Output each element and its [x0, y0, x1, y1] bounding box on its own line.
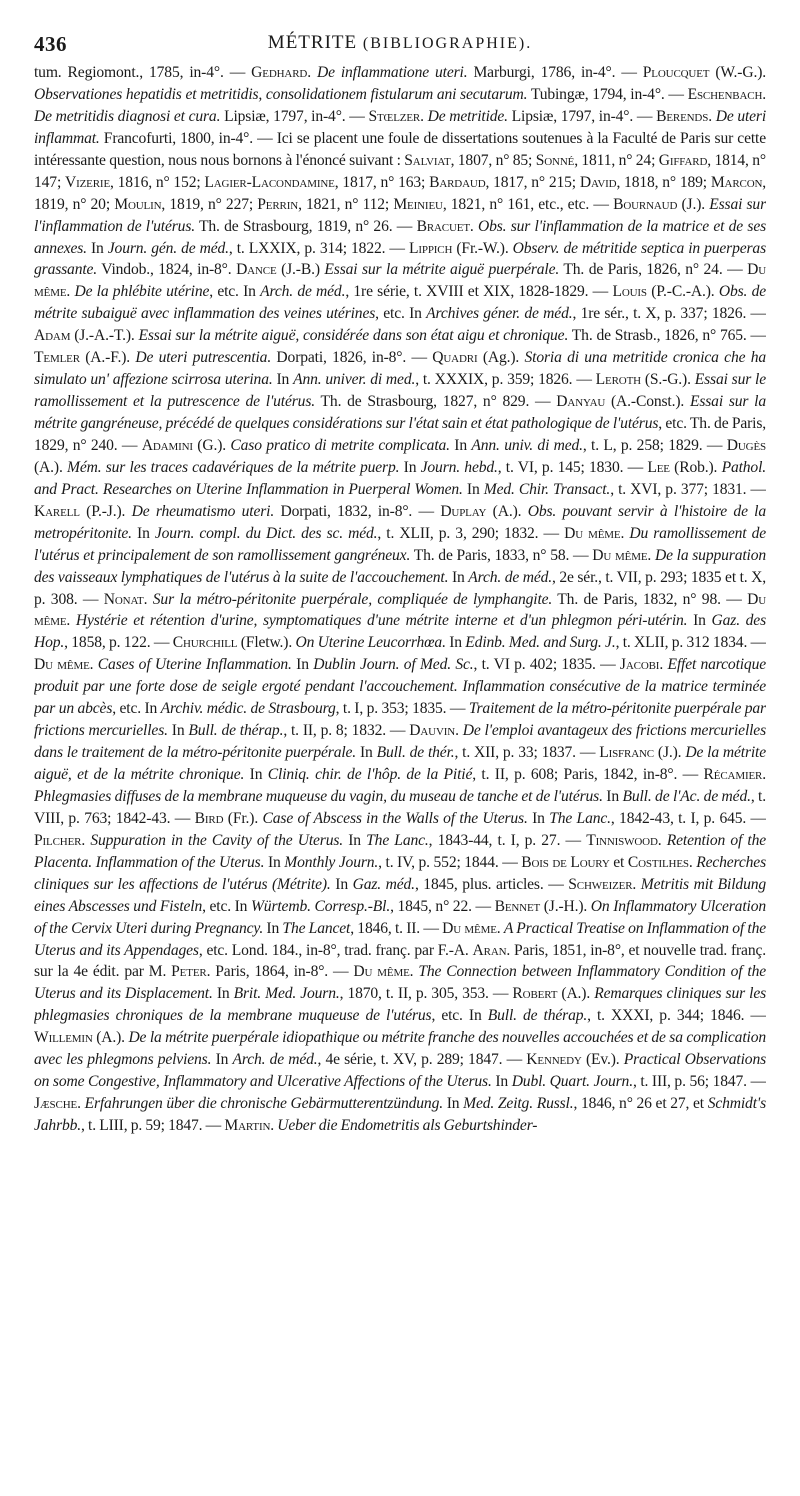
- work-title: The Lanc.: [549, 809, 611, 827]
- work-title: Obs. pouvant servir à l'histoire de la metropéritonite.: [34, 502, 766, 542]
- citation-text: .: [762, 85, 766, 103]
- author-name: Perrin: [257, 195, 299, 213]
- citation-text: , 1819, n° 20;: [34, 173, 766, 213]
- citation-text: Th. de Paris, 1832, n° 98. —: [552, 590, 748, 608]
- citation-text: (A.).: [486, 502, 528, 520]
- citation-text: Dorpati, 1826, in-8°. —: [271, 349, 433, 367]
- author-name: Lee: [647, 458, 670, 476]
- citation-text: , 1821, n° 161, etc., etc. —: [442, 195, 614, 213]
- work-title: Obs. de métrite subaiguë avec inflammation des veines utérines: [34, 283, 766, 323]
- author-name: Berends: [656, 107, 709, 125]
- citation-text: , t. XXXI, p. 344; 1846. —: [587, 1007, 766, 1025]
- work-title: Essai sur la métrite aiguë puerpérale.: [324, 261, 560, 279]
- citation-text: .: [66, 612, 76, 630]
- author-name: Du même: [34, 590, 766, 630]
- work-title: Ann. univer. di med.: [293, 371, 416, 389]
- work-title: Journ. compl. du Dict. des sc. méd.: [154, 524, 378, 542]
- author-name: Leroth: [595, 371, 641, 389]
- work-title: Journ. gén. de méd.: [107, 239, 229, 257]
- running-title-section: (BIBLIOGRAPHIE).: [362, 35, 533, 52]
- citation-text: , t. III, p. 56; 1847. —: [632, 1073, 766, 1091]
- citation-text: , t. VI p. 402; 1835. —: [473, 656, 620, 674]
- author-name: Du même: [353, 963, 410, 981]
- citation-text: In: [86, 239, 108, 257]
- citation-text: , t. XLII, p. 3, 290; 1832. —: [377, 524, 565, 542]
- author-name: Temler: [34, 349, 80, 367]
- work-title: Pathol. and Pract. Researches on Uterine Inflammation in Puerperal Women.: [34, 458, 766, 498]
- author-name: Giffard: [658, 151, 708, 169]
- author-name: Costilhes: [627, 853, 689, 871]
- work-title: Effet narcotique produit par une forte dose de seigle ergoté pendant l'accouchement. Inflammation consécutive de la matrice terminée par un abcès: [34, 656, 766, 718]
- work-title: Caso pratico di metrite complicata.: [230, 436, 450, 454]
- citation-text: .: [66, 283, 75, 301]
- work-title: Suppuration in the Cavity of the Uterus.: [90, 831, 344, 849]
- author-name: Kennedy: [526, 1051, 582, 1069]
- author-name: Peter: [171, 963, 207, 981]
- citation-text: Th. de Paris, 1826, n° 24. —: [559, 261, 748, 279]
- work-title: Remarques cliniques sur les phlegmasies chroniques de la membrane muqueuse de l'utérus: [34, 985, 766, 1025]
- citation-text: .: [762, 766, 766, 783]
- citation-text: .: [307, 64, 317, 81]
- work-title: Essai sur la métrite aiguë, considérée dans son état aigu et chronique.: [138, 327, 569, 345]
- author-name: Duplay: [440, 502, 487, 520]
- bibliography-text: [34, 62, 766, 1137]
- citation-text: (Fr.).: [223, 809, 263, 827]
- work-title: Metritis mit Bildung eines Abscesses und Fisteln: [34, 875, 766, 915]
- work-title: A Practical Treatise on Inflammation of the Uterus and its Appendages: [34, 919, 766, 959]
- author-name: Lagier-Lacondamine: [204, 173, 335, 191]
- citation-text: (Ag.).: [477, 349, 525, 367]
- citation-text: .: [496, 919, 504, 937]
- citation-text: Th. de Strasbourg, 1819, n° 26. —: [195, 217, 417, 235]
- citation-text: In: [263, 919, 283, 937]
- author-name: Eschenbach: [687, 85, 763, 103]
- author-name: Bardaud: [429, 173, 486, 191]
- citation-text: .: [657, 831, 667, 849]
- citation-text: , 1re série, t. XVIII et XIX, 1828-1829. —: [345, 283, 613, 301]
- author-name: Moulin: [114, 195, 162, 213]
- citation-text: In: [211, 1051, 233, 1069]
- citation-text: , t. I, p. 353; 1835. —: [335, 700, 469, 718]
- citation-text: (Fletw.).: [237, 634, 296, 652]
- citation-text: , t. LXXIX, p. 314; 1822. —: [228, 239, 409, 257]
- citation-text: , 2e sér., t. VII, p. 293; 1835 et t. X, p. 308. —: [34, 568, 766, 608]
- author-name: Danyau: [556, 393, 606, 411]
- author-name: Robert: [512, 985, 558, 1003]
- citation-text: .: [620, 524, 630, 542]
- work-title: Cases of Uterine Inflammation.: [97, 656, 292, 674]
- citation-text: , t. XII, p. 33; 1837. —: [454, 744, 600, 762]
- citation-text: In: [448, 568, 469, 586]
- citation-text: In: [399, 458, 421, 476]
- citation-text: In: [445, 634, 466, 652]
- citation-text: . Paris, 1864, in-8°. —: [206, 963, 354, 981]
- work-title: Observationes hepatidis et metritidis, consolidationem fistularum ani secutarum.: [34, 85, 528, 103]
- citation-text: .: [420, 107, 428, 125]
- citation-text: , etc. In: [209, 283, 261, 301]
- work-title: De la métrite puerpérale idiopathique ou métrite franche des nouvelles accouchées et de sa complication avec les phlegmons pelviens.: [34, 1029, 766, 1069]
- citation-text: Th. de Strasbourg, 1827, n° 829. —: [315, 393, 557, 411]
- work-title: Essai sur le ramollissement et la putrescence de l'utérus.: [34, 371, 766, 411]
- author-name: Lisfranc: [599, 744, 654, 762]
- citation-text: (A.-F.).: [79, 349, 136, 367]
- work-title: The Lanc.: [366, 831, 429, 849]
- citation-text: , 1821, n° 112;: [298, 195, 394, 213]
- author-name: Ploucquet: [642, 64, 710, 81]
- author-name: Stœlzer: [368, 107, 421, 125]
- work-title: De la phlébite utérine: [74, 283, 210, 301]
- work-title: De la métrite aiguë, et de la métrite chronique.: [34, 744, 766, 783]
- author-name: Jæsche: [34, 1095, 78, 1113]
- citation-text: (J.-H.).: [540, 897, 591, 915]
- author-name: Salviat: [404, 151, 451, 169]
- citation-text: , 1817, n° 163;: [334, 173, 430, 191]
- work-title: Recherches cliniques sur les affections de l'utérus (Métrite).: [34, 853, 766, 893]
- citation-text: , etc. In: [202, 897, 251, 915]
- page-number: 436: [34, 32, 67, 56]
- citation-text: , 1842-43, t. I, p. 645. —: [610, 809, 766, 827]
- running-title-main: MÉTRITE: [267, 32, 358, 53]
- citation-text: (Ev.).: [581, 1051, 624, 1069]
- running-title: [34, 32, 766, 54]
- citation-text: , 1858, p. 122. —: [64, 634, 173, 652]
- document-page: [34, 30, 766, 1470]
- work-title: Hystérie et rétention d'urine, symptomatiques d'une métrite interne et d'un phlegmon péri-utérin.: [75, 612, 688, 630]
- citation-text: , t. II, p. 608; Paris, 1842, in-8°. —: [472, 766, 704, 783]
- work-title: De metritidis diagnosi et cura.: [34, 107, 221, 125]
- work-title: The Lancet: [282, 919, 351, 937]
- work-title: De l'emploi avantageux des frictions mercurielles dans le traitement de la métro-péritonite puerpérale.: [34, 722, 766, 762]
- work-title: Du ramollissement de l'utérus et principalement de son ramollissement gangréneux.: [34, 524, 766, 564]
- work-title: Case of Abscess in the Walls of the Uterus.: [262, 809, 528, 827]
- author-name: Bracuet: [416, 217, 470, 235]
- author-name: Bois de Loury: [521, 853, 610, 871]
- citation-text: , t. XLII, p. 312 1834. —: [615, 634, 766, 652]
- citation-text: (W.-G.).: [709, 64, 766, 81]
- work-title: Mém. sur les traces cadavériques de la métrite puerp.: [66, 458, 400, 476]
- work-title: Bull. de l'Ac. de méd.: [622, 787, 751, 805]
- citation-text: .: [659, 656, 668, 674]
- citation-text: , t. VIII, p. 763; 1842-43. —: [34, 787, 766, 827]
- citation-text: In: [131, 524, 155, 542]
- citation-text: , etc. Lond. 184., in-8°, trad. franç. par F.-A.: [198, 941, 473, 959]
- citation-text: Dorpati, 1832, in-8°. —: [274, 502, 441, 520]
- author-name: Schweizer: [568, 875, 633, 893]
- work-title: Storia di una metritide cronica che ha simulato un' affezione scirrosa uterina.: [34, 349, 766, 389]
- citation-text: tum. Regiomont., 1785, in-4°. —: [34, 64, 252, 81]
- citation-text: , 1843-44, t. I, p. 27. —: [428, 831, 587, 849]
- citation-text: Francofurti, 1800, in-4°. — Ici se placent une foule de dissertations soutenues à la Faculté de Paris sur cette intéressante question, nous nous bornons à l'énoncé suivant :: [34, 129, 766, 169]
- author-name: Sonné: [535, 151, 575, 169]
- citation-text: , t. XVI, p. 377; 1831. —: [610, 480, 766, 498]
- work-title: Phlegmasies diffuses de la membrane muqueuse du vagin, du museau de tanche et de l'utérus.: [34, 787, 603, 805]
- work-title: Bull. de thér.: [376, 744, 455, 762]
- citation-text: , etc. Th. de Paris, 1829, n° 240. —: [34, 415, 766, 454]
- work-title: Arch. de méd.: [260, 283, 346, 301]
- work-title: Essai sur la métrite gangréneuse, précédé de quelques considérations sur l'état sain et état pathologique de l'utérus: [34, 393, 766, 432]
- work-title: Practical Observations on some Congestive, Inflammatory and Ulcerative Affections of the Uterus.: [34, 1051, 766, 1091]
- citation-text: (A.).: [92, 1029, 129, 1047]
- citation-text: In: [356, 744, 377, 762]
- work-title: Arch. de méd.: [232, 1051, 318, 1069]
- citation-text: , etc. In: [375, 305, 427, 323]
- citation-text: In: [291, 656, 314, 674]
- author-name: Adam: [34, 327, 71, 345]
- citation-text: In: [462, 480, 484, 498]
- citation-text: (G.).: [192, 436, 231, 454]
- citation-text: In: [244, 766, 268, 783]
- author-name: Nonat: [103, 590, 144, 608]
- work-title: Gaz. des Hop.: [34, 612, 766, 652]
- author-name: Dauvin: [409, 722, 456, 740]
- citation-text: Th. de Paris, 1833, n° 58. —: [410, 546, 593, 564]
- citation-text: , 4e série, t. XV, p. 289; 1847. —: [317, 1051, 527, 1069]
- citation-text: , 1814, n° 147;: [34, 151, 766, 191]
- citation-text: In: [491, 1073, 512, 1091]
- author-name: Lippich: [408, 239, 453, 257]
- author-name: Bennet: [494, 897, 541, 915]
- citation-text: , 1845, n° 22. —: [390, 897, 495, 915]
- author-name: Pilcher: [34, 831, 82, 849]
- author-name: Louis: [612, 283, 647, 301]
- author-name: Tinniswood: [586, 831, 658, 849]
- citation-text: (J.-A.-T.).: [70, 327, 139, 345]
- citation-text: .: [81, 831, 91, 849]
- citation-text: (J.-B.): [276, 261, 325, 279]
- work-title: Retention of the Placenta. Inflammation of the Uterus.: [34, 831, 766, 871]
- citation-text: (J.).: [654, 744, 686, 762]
- citation-text: .: [270, 1117, 278, 1134]
- author-name: Bird: [194, 809, 224, 827]
- work-title: De metritide.: [427, 107, 508, 125]
- author-name: Churchill: [172, 634, 238, 652]
- work-title: Dublin Journ. of Med. Sc.: [313, 656, 474, 674]
- citation-text: Lipsiæ, 1797, in-4°. —: [220, 107, 369, 125]
- citation-text: , t. L, p. 258; 1829. —: [582, 436, 727, 454]
- citation-text: , etc. In: [431, 1007, 488, 1025]
- citation-text: In: [687, 612, 712, 630]
- citation-text: , 1811, n° 24;: [574, 151, 659, 169]
- work-title: Essai sur l'inflammation de l'utérus.: [34, 195, 766, 235]
- citation-text: .: [647, 546, 655, 564]
- citation-text: , t. XXXIX, p. 359; 1826. —: [415, 371, 596, 389]
- work-title: Journ. hebd.: [420, 458, 498, 476]
- citation-text: (Fr.-W.).: [452, 239, 513, 257]
- citation-text: , etc. In: [112, 700, 161, 718]
- citation-text: In: [167, 722, 189, 740]
- citation-text: , 1845, plus. articles. —: [414, 875, 569, 893]
- citation-text: .: [89, 656, 98, 674]
- citation-text: .: [708, 107, 716, 125]
- author-name: Gedhard: [251, 64, 308, 81]
- work-title: De rheumatismo uteri.: [131, 502, 275, 520]
- work-title: De inflammatione uteri.: [316, 64, 468, 81]
- work-title: Würtemb. Corresp.-Bl.: [250, 897, 391, 915]
- work-title: Edinb. Med. and Surg. J.: [465, 634, 616, 652]
- citation-text: .: [77, 1095, 85, 1113]
- work-title: Traitement de la métro-péritonite puerpérale par frictions mercurielles.: [34, 700, 766, 740]
- citation-text: .: [409, 963, 419, 981]
- citation-text: (S.-G.).: [640, 371, 695, 389]
- citation-text: Lipsiæ, 1797, in-4°. —: [507, 107, 657, 125]
- work-title: Arch. de méd.: [468, 568, 553, 586]
- citation-text: et: [609, 853, 628, 871]
- work-title: Sur la métro-péritonite puerpérale, compliquée de lymphangite.: [152, 590, 553, 608]
- citation-text: (P.-C.-A.).: [646, 283, 719, 301]
- work-title: Erfahrungen über die chronische Gebärmutterentzündung.: [84, 1095, 443, 1113]
- citation-text: .: [688, 853, 697, 871]
- citation-text: , 1807, n° 85;: [450, 151, 536, 169]
- author-name: Du même: [34, 261, 766, 301]
- citation-text: In: [330, 875, 353, 893]
- citation-text: (P.-J.).: [79, 502, 132, 520]
- citation-text: (Rob.).: [669, 458, 722, 476]
- citation-text: , 1re sér., t. X, p. 337; 1826. —: [572, 305, 766, 323]
- citation-text: (A.-Const.).: [605, 393, 690, 411]
- work-title: Med. Chir. Transact.: [483, 480, 611, 498]
- citation-text: , t. IV, p. 552; 1844. —: [378, 853, 522, 871]
- author-name: Meinieu: [393, 195, 443, 213]
- author-name: Dance: [236, 261, 277, 279]
- citation-text: , 1818, n° 189;: [616, 173, 711, 191]
- work-title: Archives géner. de méd.: [426, 305, 573, 323]
- work-title: Archiv. médic. de Strasbourg: [160, 700, 336, 718]
- work-title: Ueber die Endometritis als Geburtshinder-: [277, 1117, 538, 1134]
- citation-text: . Paris, 1851, in-8°, et nouvelle trad. franç. sur la 4e édit. par M.: [34, 941, 766, 981]
- author-name: Marcon: [710, 173, 763, 191]
- work-title: Gaz. méd.: [352, 875, 415, 893]
- citation-text: , 1846, n° 26 et 27, et: [573, 1095, 708, 1113]
- work-title: The Connection between Inflammatory Condition of the Uterus and its Displacement.: [34, 963, 766, 1003]
- citation-text: , 1870, t. II, p. 305, 353. —: [339, 985, 513, 1003]
- work-title: Bull. de thérap.: [188, 722, 284, 740]
- citation-text: .: [455, 722, 463, 740]
- work-title: Cliniq. chir. de l'hôp. de la Pitié: [267, 766, 473, 783]
- work-title: Monthly Journ.: [284, 853, 379, 871]
- author-name: Récamier: [703, 766, 763, 783]
- author-name: Adamini: [141, 436, 193, 454]
- author-name: Aran: [472, 941, 507, 959]
- citation-text: , 1846, t. II. —: [350, 919, 443, 937]
- work-title: Schmidt's Jahrbb.: [34, 1095, 766, 1134]
- author-name: Jacobi: [619, 656, 660, 674]
- citation-text: , t. VI, p. 145; 1830. —: [497, 458, 648, 476]
- citation-text: In: [343, 831, 367, 849]
- author-name: Du même: [442, 919, 497, 937]
- citation-text: In: [449, 436, 472, 454]
- author-name: Dugès: [726, 436, 766, 454]
- work-title: De uteri inflammat.: [34, 107, 766, 147]
- author-name: Du même: [34, 656, 90, 674]
- citation-text: , 1819, n° 227;: [161, 195, 258, 213]
- author-name: Quadri: [432, 349, 478, 367]
- author-name: David: [579, 173, 617, 191]
- work-title: Bull. de thérap.: [487, 1007, 588, 1025]
- citation-text: .: [632, 875, 641, 893]
- citation-text: (J.).: [677, 195, 710, 213]
- work-title: Dubl. Quart. Journ.: [511, 1073, 633, 1091]
- citation-text: In: [272, 371, 294, 389]
- citation-text: , 1816, n° 152;: [110, 173, 205, 191]
- work-title: De la suppuration des vaisseaux lymphatiques de l'utérus à la suite de l'accouchement.: [34, 546, 766, 586]
- work-title: Obs. sur l'inflammation de la matrice et de ses annexes.: [34, 217, 766, 257]
- page-header: [34, 30, 766, 62]
- citation-text: In: [602, 787, 623, 805]
- citation-text: , 1817, n° 215;: [485, 173, 580, 191]
- citation-text: Marburgi, 1786, in-4°. —: [467, 64, 643, 81]
- citation-text: In: [264, 853, 285, 871]
- work-title: Ann. univ. di med.: [471, 436, 583, 454]
- citation-text: .: [143, 590, 153, 608]
- citation-text: (A.).: [557, 985, 595, 1003]
- author-name: Karell: [34, 502, 80, 520]
- citation-text: , t. II, p. 8; 1832. —: [283, 722, 410, 740]
- citation-text: In: [527, 809, 550, 827]
- citation-text: Th. de Strasb., 1826, n° 765. —: [568, 327, 766, 345]
- work-title: Med. Zeitg. Russl.: [463, 1095, 574, 1113]
- author-name: Du même: [592, 546, 648, 564]
- author-name: Martin: [224, 1117, 271, 1134]
- author-name: Willemin: [34, 1029, 93, 1047]
- citation-text: In: [442, 1095, 464, 1113]
- work-title: Observ. de métritide septica in puerperas grassante.: [34, 239, 766, 279]
- citation-text: (A.).: [34, 458, 67, 476]
- citation-text: In: [212, 985, 234, 1003]
- citation-text: .: [469, 217, 478, 235]
- work-title: On Inflammatory Ulceration of the Cervix Uteri during Pregnancy.: [34, 897, 766, 937]
- citation-text: , t. LIII, p. 59; 1847. —: [81, 1117, 225, 1134]
- work-title: Brit. Med. Journ.: [233, 985, 340, 1003]
- citation-text: Vindob., 1824, in-8°.: [97, 261, 237, 279]
- author-name: Bournaud: [613, 195, 678, 213]
- work-title: De uteri putrescentia.: [135, 349, 272, 367]
- author-name: Du même: [564, 524, 621, 542]
- citation-text: Tubingæ, 1794, in-4°. —: [527, 85, 688, 103]
- work-title: On Uterine Leucorrhœa.: [295, 634, 446, 652]
- author-name: Vizerie: [64, 173, 111, 191]
